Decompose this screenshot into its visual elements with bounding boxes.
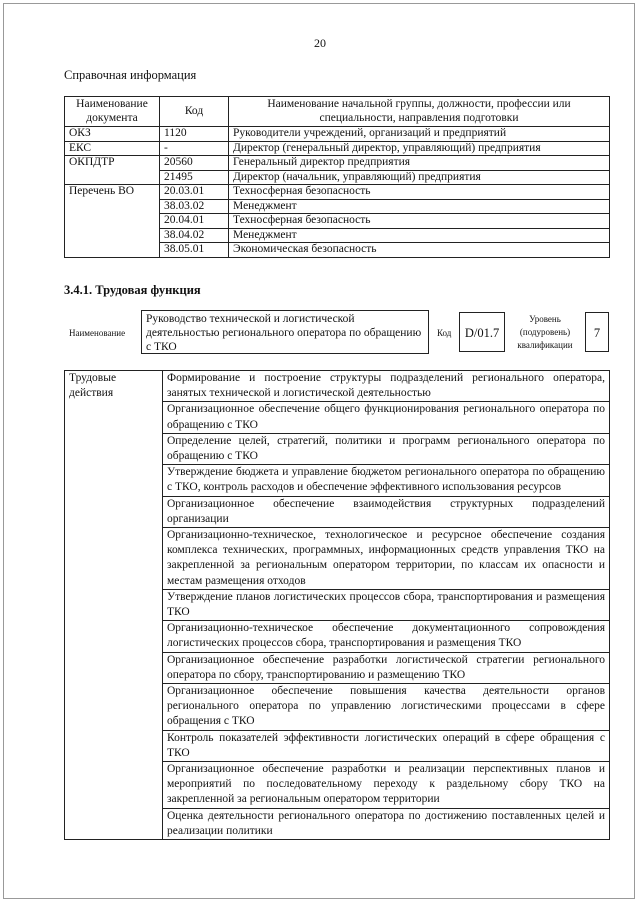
action-item: Утверждение планов логистических процессов сбора, транспортирования и размещения ТКО — [163, 589, 610, 620]
cell-name: Директор (генеральный директор, управляющий) предприятия — [229, 141, 610, 156]
reference-header-row — [65, 97, 610, 127]
qualification-level-label: Уровень (подуровень) квалификации — [517, 314, 573, 350]
cell-name: Экономическая безопасность — [229, 243, 610, 258]
action-item: Организационно-техническое, технологическое и ресурсное обеспечение создания комплекса технических, программных, информационных средств управления ТКО на закрепленной за региональным оператором территории, по классам их опасности и местам размещения отходов — [163, 528, 610, 590]
action-item: Организационное обеспечение разработки и реализации перспективных планов и мероприятий по последовательному переходу к раздельному сбору ТКО на закрепленной за региональным оператором территории — [163, 762, 610, 809]
header-document: Наименование документа — [65, 97, 160, 127]
table-row — [65, 141, 610, 156]
table-row — [65, 127, 610, 142]
action-item: Формирование и построение структуры подразделений регионального оператора, занятых технической и логистической деятельностью — [163, 371, 610, 402]
cell-code: - — [160, 141, 229, 156]
code-label: Код — [437, 328, 452, 338]
cell-code: 1120 — [160, 127, 229, 142]
action-item: Организационное обеспечение повышения качества деятельности органов регионального оператора по управлению логистическими процессами в сфере обращения с ТКО — [163, 684, 610, 731]
cell-document: ОКЗ — [65, 127, 160, 142]
function-name-box: Руководство технической и логистической деятельностью регионального оператора по обращению с ТКО — [141, 310, 429, 354]
cell-code: 20.03.01 — [160, 185, 229, 200]
cell-code: 38.04.02 — [160, 228, 229, 243]
cell-name: Менеджмент — [229, 228, 610, 243]
cell-code: 38.03.02 — [160, 199, 229, 214]
page-number: 20 — [314, 36, 326, 50]
action-item: Контроль показателей эффективности логистических операций в сфере обращения с ТКО — [163, 730, 610, 761]
action-item: Организационно-техническое обеспечение документационного сопровождения логистических процессов сбора, транспортирования и размещения ТКО — [163, 621, 610, 652]
cell-name: Генеральный директор предприятия — [229, 156, 610, 171]
cell-name: Руководители учреждений, организаций и предприятий — [229, 127, 610, 142]
action-item: Определение целей, стратегий, политики и программ регионального оператора по обращению с ТКО — [163, 433, 610, 464]
cell-code: 20560 — [160, 156, 229, 171]
header-name: Наименование начальной группы, должности, профессии или специальности, направления подготовки — [229, 97, 610, 127]
labor-actions-table — [64, 370, 610, 840]
cell-name: Менеджмент — [229, 199, 610, 214]
header-code: Код — [160, 97, 229, 127]
function-code-box: D/01.7 — [459, 312, 505, 352]
cell-code: 21495 — [160, 170, 229, 185]
action-item: Организационное обеспечение разработки логистической стратегии регионального оператора по сбору, транспортированию и размещению ТКО — [163, 652, 610, 683]
table-row — [65, 371, 610, 402]
reference-title: Справочная информация — [64, 68, 197, 82]
cell-code: 38.05.01 — [160, 243, 229, 258]
cell-code: 20.04.01 — [160, 214, 229, 229]
cell-name: Директор (начальник, управляющий) предприятия — [229, 170, 610, 185]
table-row — [65, 185, 610, 200]
action-item: Организационное обеспечение общего функционирования регионального оператора по обращению с ТКО — [163, 402, 610, 433]
name-label: Наименование — [69, 328, 126, 338]
qualification-level-box: 7 — [585, 312, 609, 352]
cell-name: Техносферная безопасность — [229, 185, 610, 200]
cell-name: Техносферная безопасность — [229, 214, 610, 229]
action-item: Оценка деятельности регионального оператора по достижению поставленных целей и реализации политики — [163, 808, 610, 839]
section-title: 3.4.1. Трудовая функция — [64, 283, 201, 297]
action-item: Утверждение бюджета и управление бюджетом регионального оператора по обращению с ТКО, контроль расходов и обеспечение эффективного использования ресурсов — [163, 465, 610, 496]
action-item: Организационное обеспечение взаимодействия структурных подразделений организации — [163, 496, 610, 527]
cell-document: Перечень ВО — [65, 185, 160, 258]
actions-label: Трудовые действия — [65, 371, 163, 840]
reference-table — [64, 96, 610, 258]
cell-document: ОКПДТР — [65, 156, 160, 185]
table-row — [65, 156, 610, 171]
cell-document: ЕКС — [65, 141, 160, 156]
